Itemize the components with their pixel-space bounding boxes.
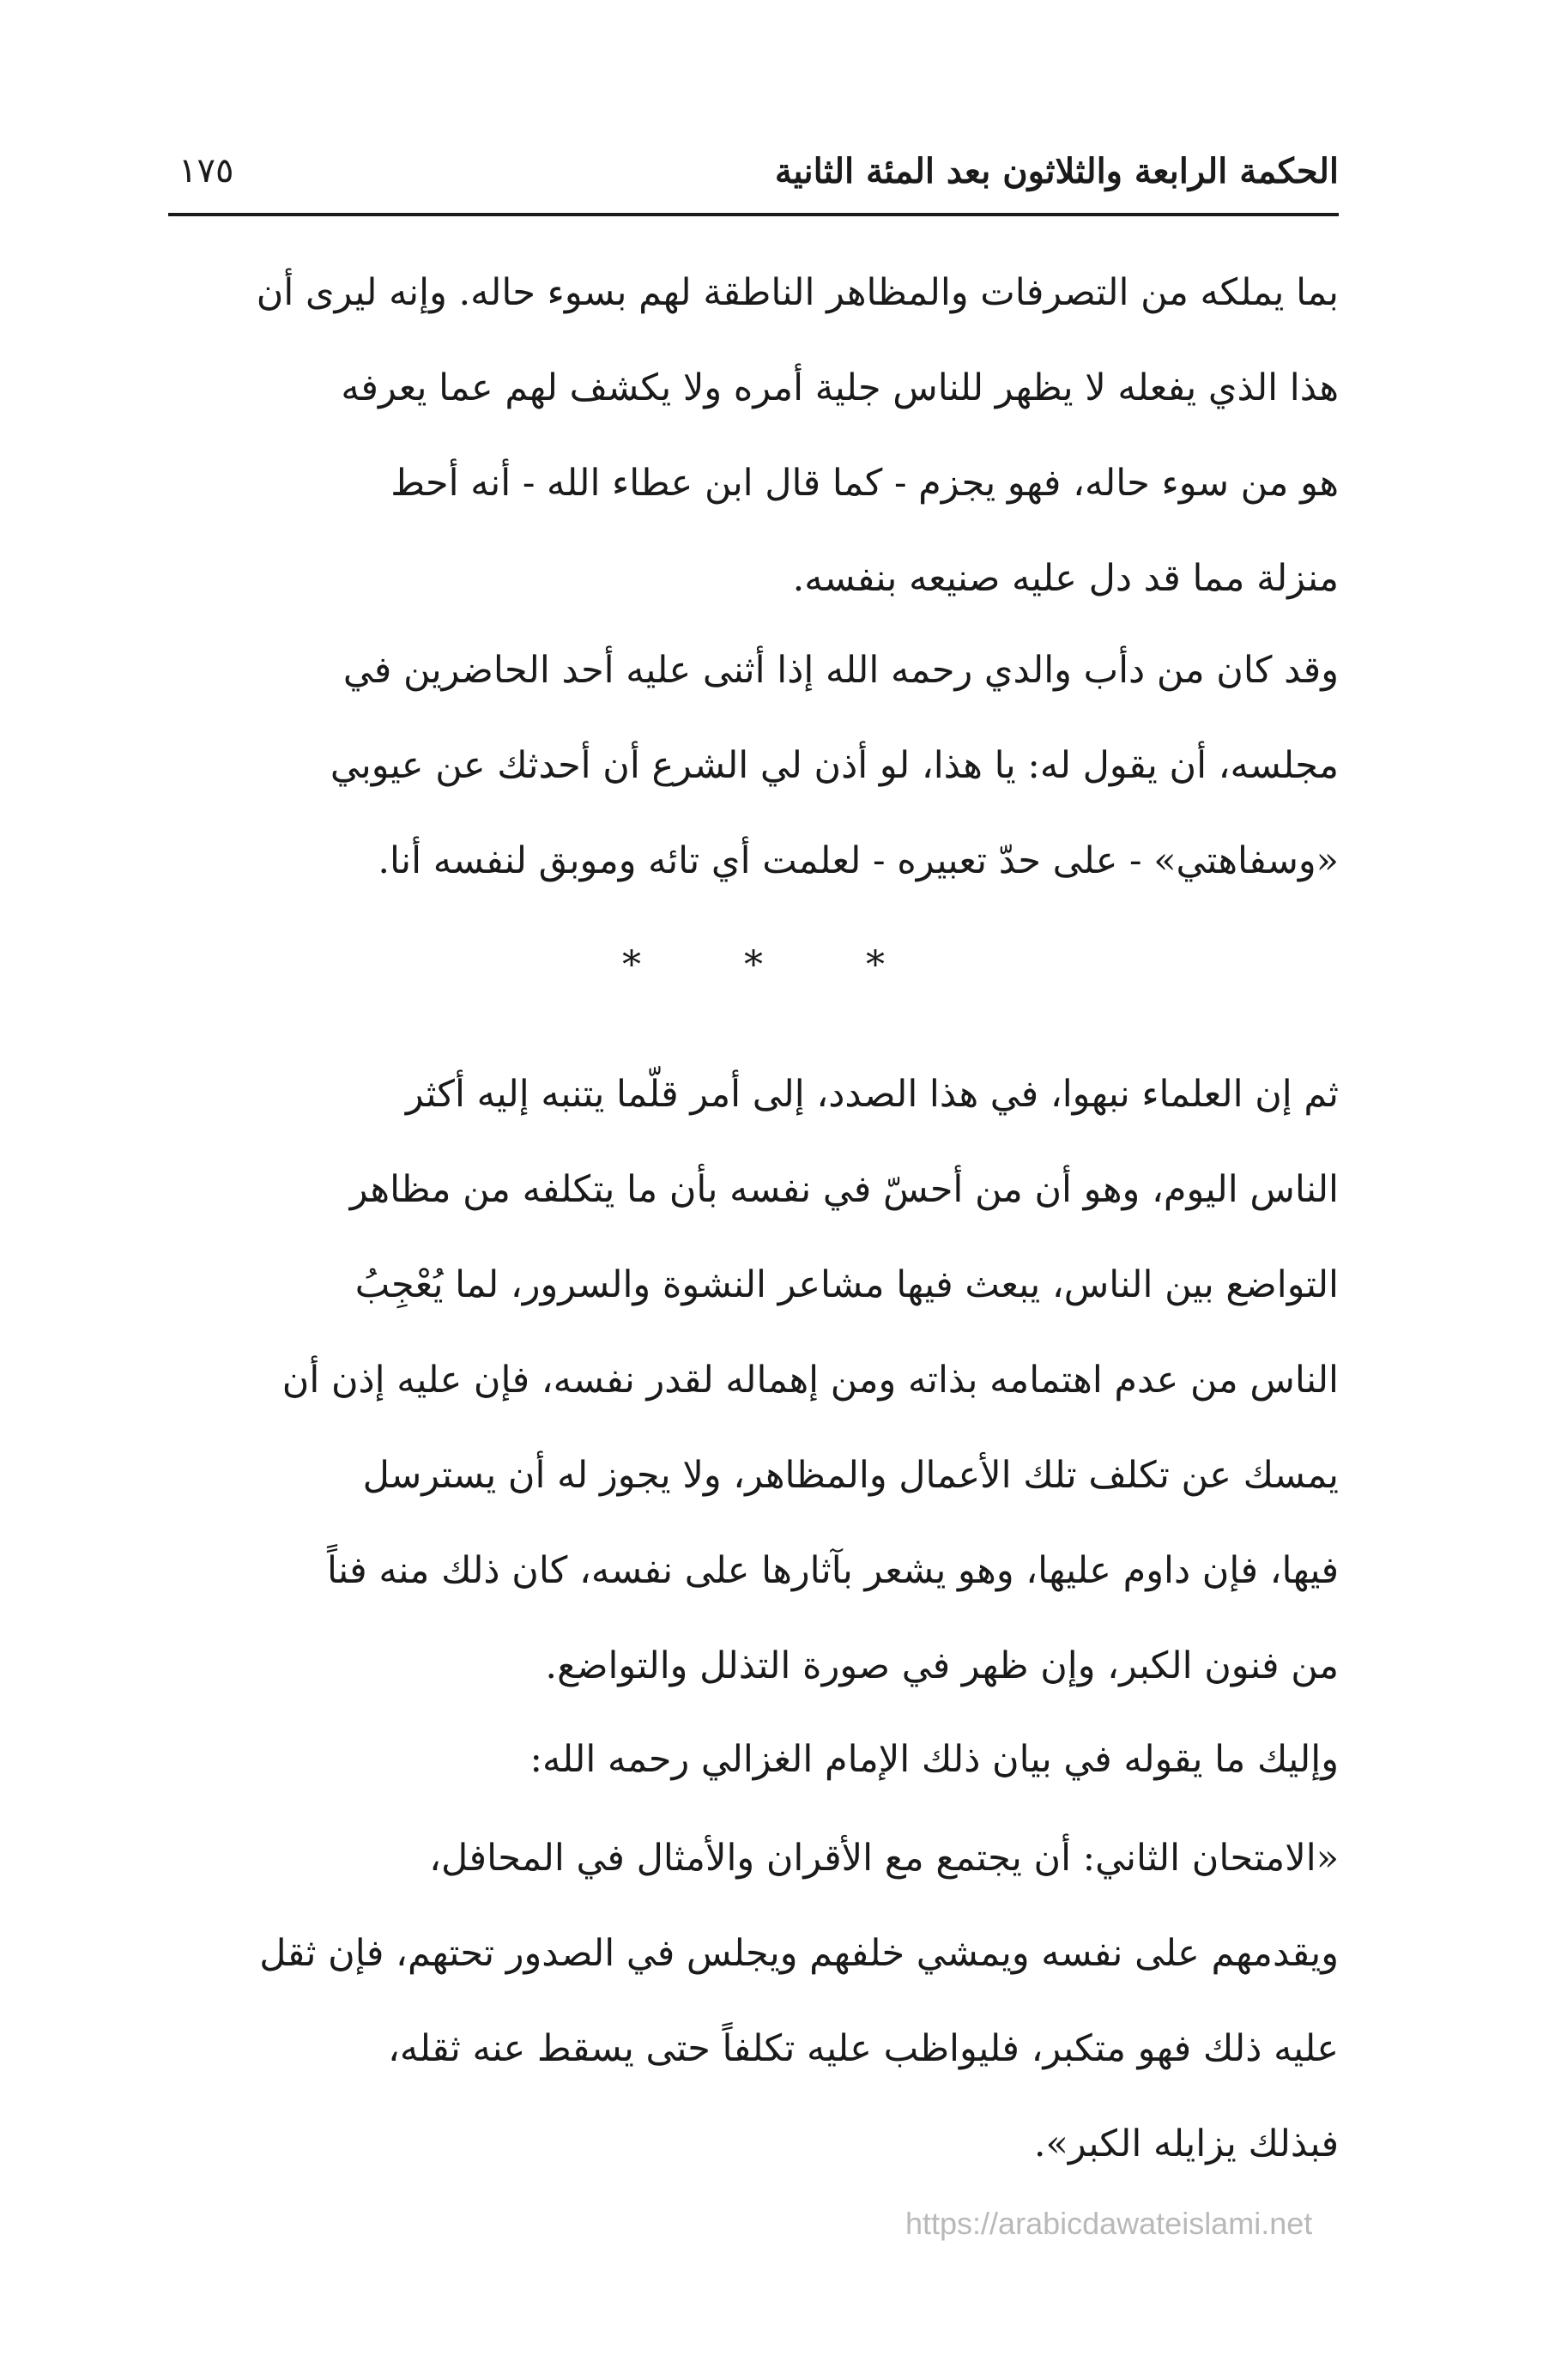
text-line: عليه ذلك فهو متكبر، فليواظب عليه تكلفاً حتى يسقط عنه ثقله، <box>388 2027 1339 2070</box>
paragraph-1 <box>168 245 1339 627</box>
page-number: ١٧٥ <box>178 151 234 191</box>
paragraph-4 <box>168 1712 1339 1808</box>
asterisk: * <box>866 943 885 987</box>
paragraph-2 <box>168 623 1339 909</box>
text-line: «الامتحان الثاني: أن يجتمع مع الأقران والأمثال في المحافل، <box>429 1837 1339 1880</box>
text-line: الناس اليوم، وهو أن من أحسّ في نفسه بأن ما يتكلفه من مظاهر <box>349 1168 1339 1211</box>
text-line: ويقدمهم على نفسه ويمشي خلفهم ويجلس في الصدور تحتهم، فإن ثقل <box>259 1932 1339 1975</box>
paragraph-3 <box>168 1047 1339 1714</box>
text-line: الناس من عدم اهتمامه بذاته ومن إهماله لقدر نفسه، فإن عليه إذن أن <box>281 1359 1339 1402</box>
chapter-title: الحكمة الرابعة والثلاثون بعد المئة الثانية <box>774 151 1339 191</box>
text-line: هو من سوء حاله، فهو يجزم - كما قال ابن عطاء الله - أنه أحط <box>390 462 1339 505</box>
text-line: هذا الذي يفعله لا يظهر للناس جلية أمره ولا يكشف لهم عما يعرفه <box>341 366 1339 409</box>
text-line: وإليك ما يقوله في بيان ذلك الإمام الغزالي رحمه الله: <box>529 1738 1339 1781</box>
text-line: بما يملكه من التصرفات والمظاهر الناطقة لهم بسوء حاله. وإنه ليرى أن <box>256 271 1339 314</box>
text-line: وقد كان من دأب والدي رحمه الله إذا أثنى عليه أحد الحاضرين في <box>342 649 1339 692</box>
text-line: يمسك عن تكلف تلك الأعمال والمظاهر، ولا يجوز له أن يسترسل <box>362 1454 1339 1497</box>
text-line: التواضع بين الناس، يبعث فيها مشاعر النشوة والسرور، لما يُعْجِبُ <box>354 1263 1339 1306</box>
text-line: من فنون الكبر، وإن ظهر في صورة التذلل والتواضع. <box>545 1644 1339 1687</box>
asterisk: * <box>744 943 763 987</box>
text-line: ثم إن العلماء نبهوا، في هذا الصدد، إلى أمر قلّما يتنبه إليه أكثر <box>405 1073 1339 1116</box>
text-line: فبذلك يزايله الكبر». <box>1033 2123 1339 2165</box>
text-line: فيها، فإن داوم عليها، وهو يشعر بآثارها على نفسه، كان ذلك منه فناً <box>327 1549 1339 1592</box>
quotation-paragraph <box>168 1811 1339 2192</box>
text-line: مجلسه، أن يقول له: يا هذا، لو أذن لي الشرع أن أحدثك عن عيوبي <box>330 744 1339 787</box>
asterisk: * <box>622 943 641 987</box>
section-separator <box>168 931 1339 1000</box>
text-line: «وسفاهتي» - على حدّ تعبيره - لعلمت أي تائه وموبق لنفسه أنا. <box>378 839 1339 882</box>
running-header <box>168 148 1339 216</box>
source-watermark: https://arabicdawateislami.net <box>905 2206 1313 2241</box>
text-line: منزلة مما قد دل عليه صنيعه بنفسه. <box>792 557 1339 600</box>
